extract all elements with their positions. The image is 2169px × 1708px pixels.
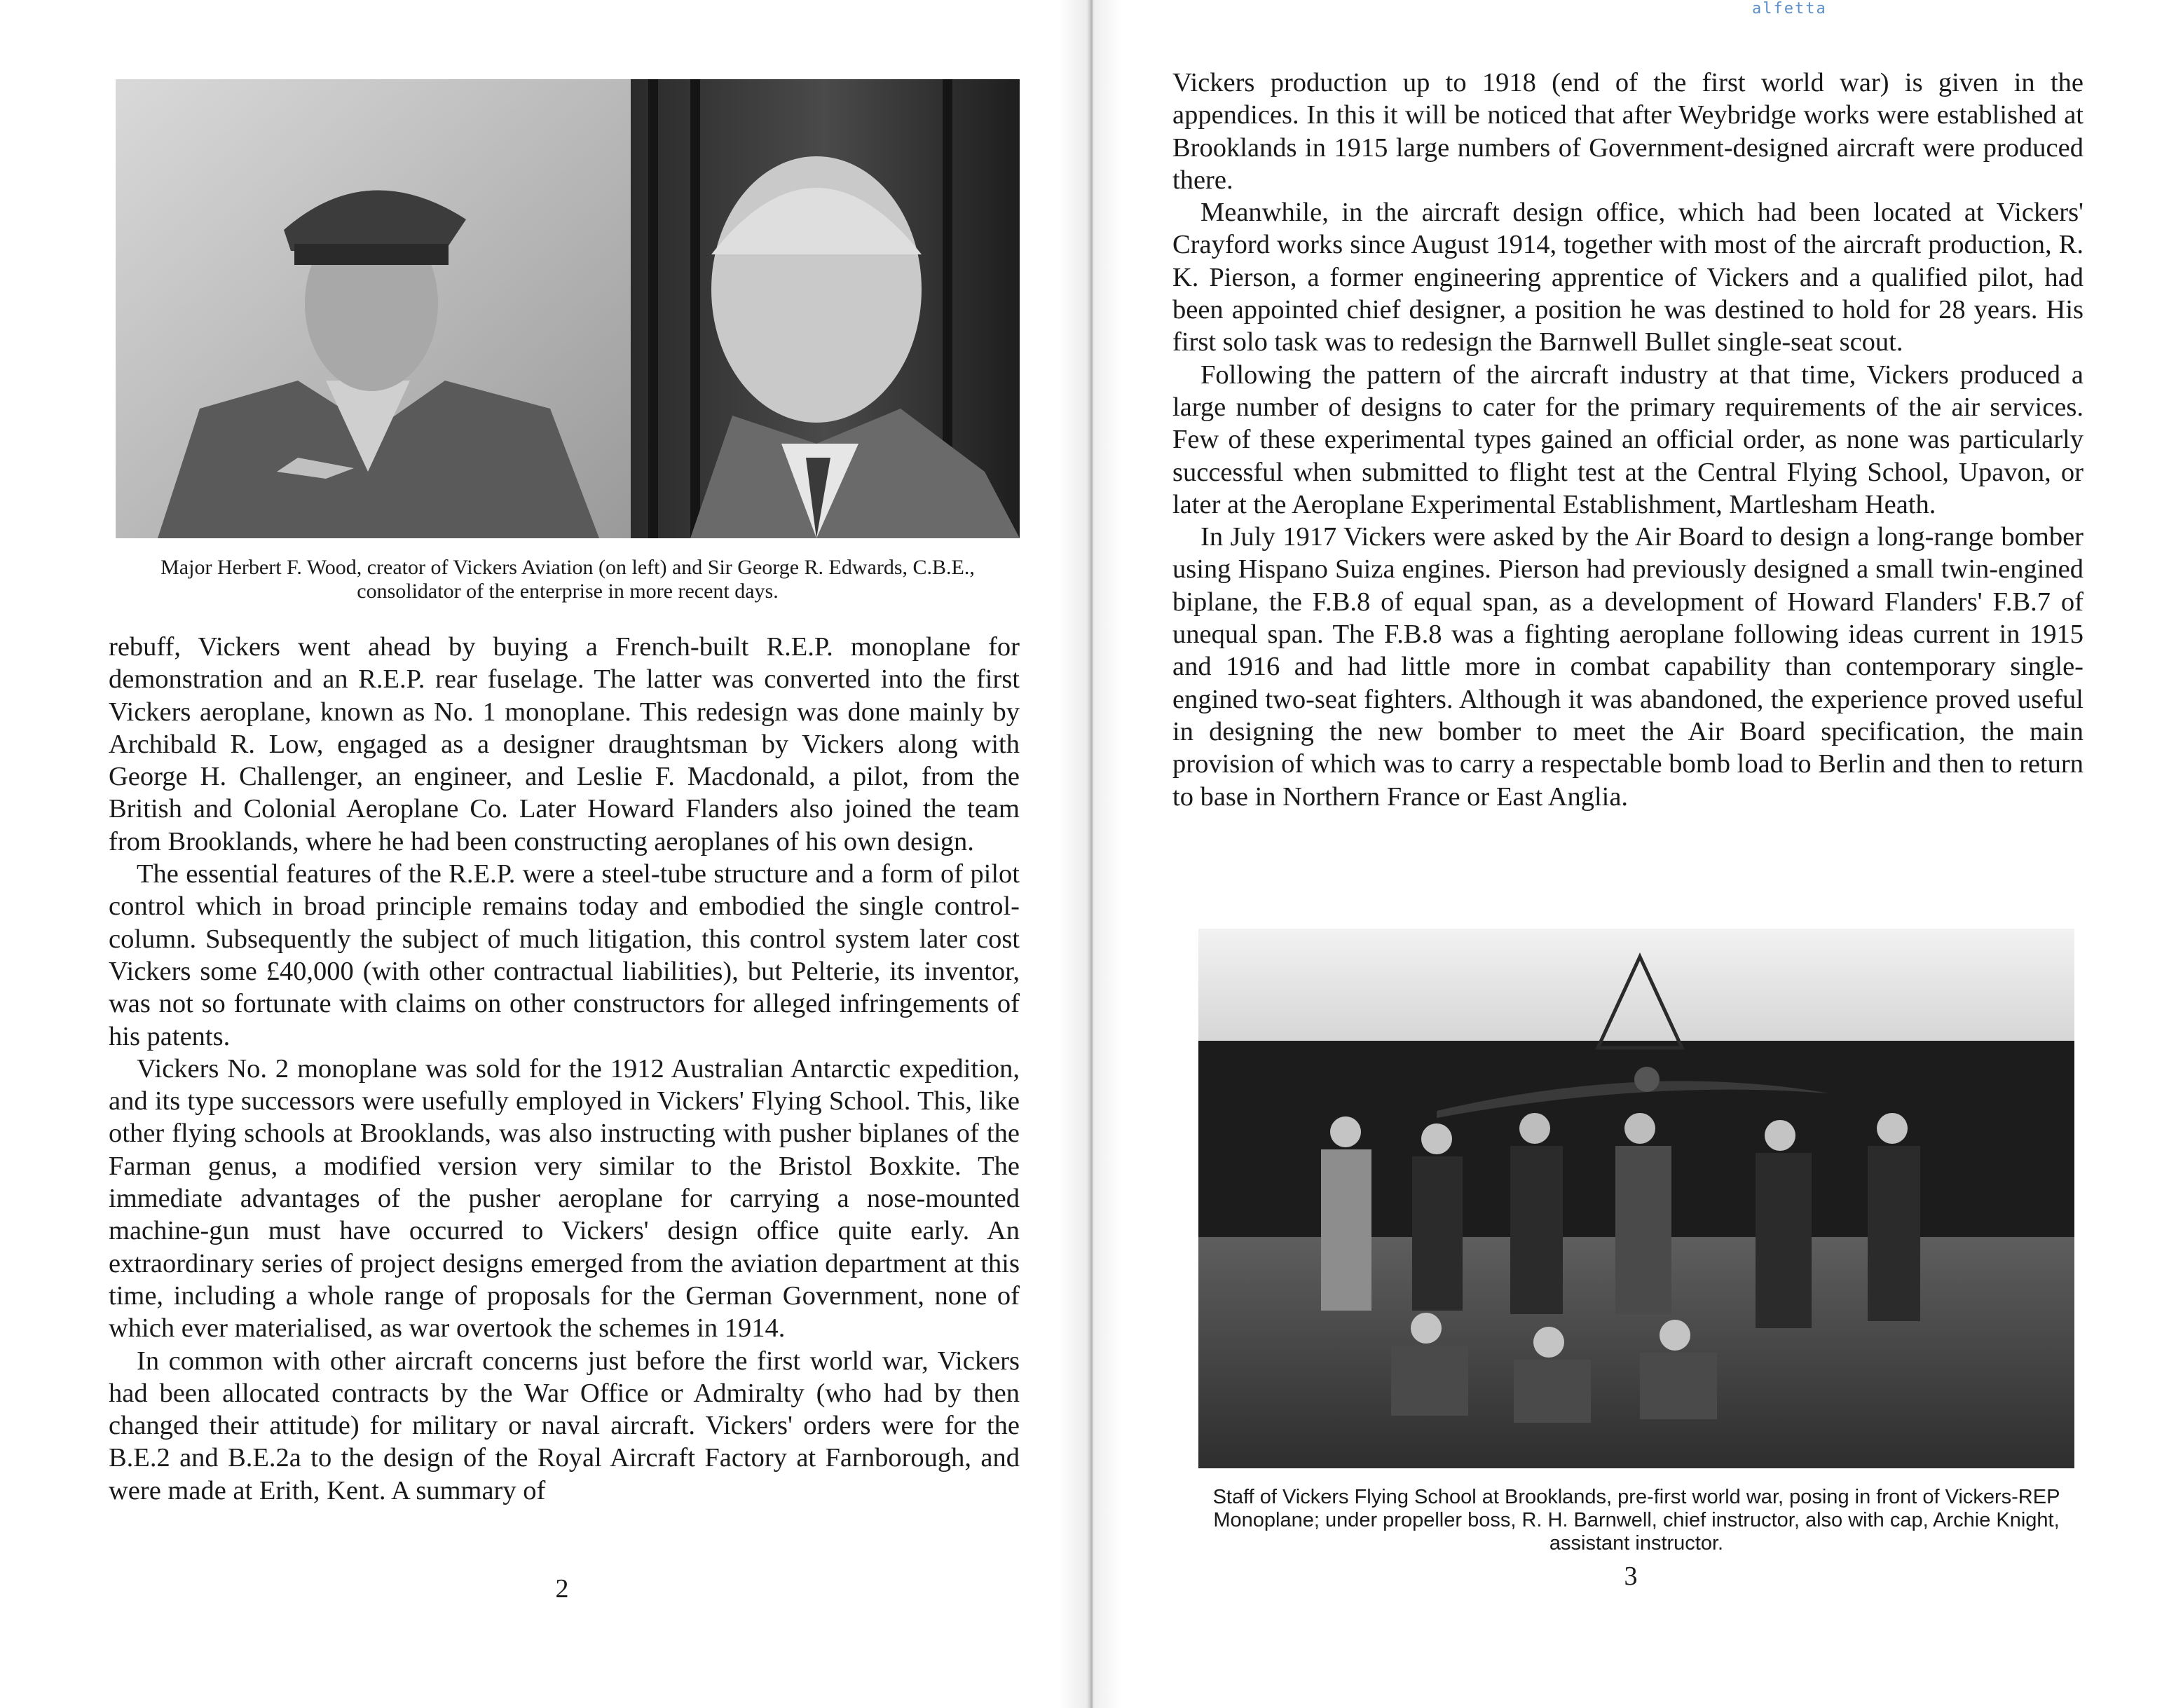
paragraph: The essential features of the R.E.P. were a steel-tube structure and a form of pilot control which in broad principle remains today and embodied the single control-column. Subsequently the subject of much litigation, this control system later cost Vickers some £40,000 (with other contractual liabilities), but Pelterie, its inventor, was not so fortunate with claims on other constructors for alleged infringements of his patents. <box>109 859 1020 1051</box>
flying-school-group-photo <box>1198 929 2074 1468</box>
paragraph: In common with other aircraft concerns just before the first world war, Vickers had been allocated contracts by the War Office or Admiralty (who had by then changed their attitude) for military or naval aircraft. Vickers' orders were for the B.E.2 and B.E.2a to the design of the Royal Aircraft Factory at Farnborough, and were made at Erith, Kent. A summary of <box>109 1346 1020 1505</box>
paragraph: Following the pattern of the aircraft industry at that time, Vickers produced a large number of designs to cater for the primary requirements of the air services. Few of these experimental types gained an official order, as none was particularly successful when submitted to flight test at the Central Flying School, Upavon, or later at the Aeroplane Experimental Establishment, Martlesham Heath. <box>1172 360 2084 519</box>
portraits-photo <box>116 79 1020 538</box>
group-photo-caption: Staff of Vickers Flying School at Brooklands, pre-first world war, posing in front of Vickers-REP Monoplane; under propeller boss, R. H. Barnwell, chief instructor, also with cap, Archie Knight, assistant instructor. <box>1212 1486 2060 1555</box>
left-page <box>0 0 1083 1708</box>
watermark: alfetta <box>1752 0 1827 18</box>
paragraph: rebuff, Vickers went ahead by buying a French-built R.E.P. monoplane for demonstration and an R.E.P. rear fuselage. The latter was converted into the first Vickers aeroplane, known as No. 1 monoplane. This redesign was done mainly by Archibald R. Low, engaged as a designer draughtsman by Vickers along with George H. Challenger, an engineer, and Leslie F. Macdonald, a pilot, from the British and Colonial Aeroplane Co. Later Howard Flanders also joined the team from Brooklands, where he had been constructing aeroplanes of his own design. <box>109 632 1020 856</box>
right-page <box>1083 0 2169 1708</box>
portrait-right <box>631 79 1020 538</box>
paragraph: Vickers production up to 1918 (end of the first world war) is given in the appendices. In this it will be noticed that after Weybridge works were established at Brooklands in 1915 large numbers of Government-designed aircraft were produced there. <box>1172 68 2084 195</box>
paragraph: Meanwhile, in the aircraft design office, which had been located at Vickers' Crayford works since August 1914, together with most of the aircraft production, R. K. Pierson, a former engineering apprentice of Vickers and a qualified pilot, had been appointed chief designer, a position he was destined to hold for 28 years. His first solo task was to redesign the Barnwell Bullet single-seat scout. <box>1172 198 2084 357</box>
paragraph: In July 1917 Vickers were asked by the Air Board to design a long-range bomber using Hispano Suiza engines. Pierson had previously designed a small twin-engined biplane, the F.B.8 of equal span, as a development of Howard Flanders' F.B.7 of unequal span. The F.B.8 was a fighting aeroplane following ideas current in 1915 and 1916 and had little more in combat capability than contemporary single-engined two-seat fighters. Although it was abandoned, the experience proved useful in designing the new bomber to meet the Air Board specification, the main provision of which was to carry a respectable bomb load to Berlin and then to return to base in Northern France or East Anglia. <box>1172 522 2084 812</box>
right-body-text <box>1172 67 2084 813</box>
left-body-text <box>109 631 1020 1507</box>
page-number: 2 <box>555 1574 569 1604</box>
page-number: 3 <box>1624 1562 1638 1591</box>
portrait-left <box>116 79 631 538</box>
paragraph: Vickers No. 2 monoplane was sold for the 1912 Australian Antarctic expedition, and its type successors were usefully employed in Vickers' Flying School. This, like other flying schools at Brooklands, was also instructing with pusher biplanes of the Farman genus, a modified version very similar to the Bristol Boxkite. The immediate advantages of the pusher aeroplane for carrying a nose-mounted machine-gun must have occurred to Vickers' design office quite early. An extraordinary series of project designs emerged from the aviation department at this time, including a whole range of proposals for the German Government, none of which ever materialised, as war overtook the schemes in 1914. <box>109 1053 1020 1344</box>
portraits-caption: Major Herbert F. Wood, creator of Vickers Aviation (on left) and Sir George R. Edwards, C.B.E., consolidator of the enterprise in more recent days. <box>160 556 975 603</box>
